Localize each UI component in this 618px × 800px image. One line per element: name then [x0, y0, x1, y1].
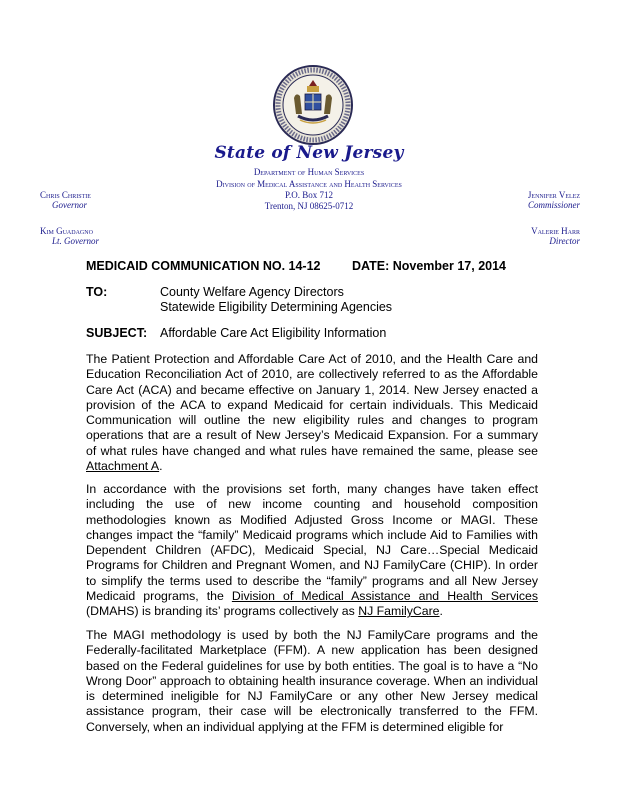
- nj-familycare-link[interactable]: NJ FamilyCare: [358, 604, 440, 619]
- city-address: Trenton, NJ 08625-0712: [264, 201, 354, 211]
- paragraph-2-end: .: [439, 604, 443, 619]
- subject-label: SUBJECT:: [86, 326, 148, 340]
- state-seal-icon: [272, 64, 354, 146]
- department-line: Department of Human Services: [253, 167, 365, 177]
- paragraph-1-text: The Patient Protection and Affordable Care Act of 2010, and the Health Care and Education Reconciliation Act of 2010, are collectively referred to as the Affordable Care Act (ACA) and became effective on January 1, 2014. New Jersey enacted a provision of the ACA to expand Medicaid for certain individuals. This Medicaid Communication will outline the new eligibility rules and changes to program operations that are a result of New Jersey’s Medicaid Expansion. For a summary of what rules have changed and what rules have remained the same, please see: [86, 352, 538, 458]
- paragraph-3: The MAGI methodology is used by both the NJ FamilyCare programs and the Federally-facilitated Marketplace (FFM). A new application has been designed based on the Federal guidelines for use by both entities. The goal is to have a “No Wrong Door” approach to obtaining health insurance coverage. When an individual is determined ineligible for NJ FamilyCare or any other New Jersey medical assistance program, their case will be electronically transferred to the FFM. Conversely, when an individual applying at the FFM is determined eligible for: [86, 628, 538, 734]
- dmahs-link[interactable]: Division of Medical Assistance and Health Services: [231, 589, 538, 604]
- commissioner-name: Jennifer Velez: [527, 190, 580, 200]
- communication-number: MEDICAID COMMUNICATION NO. 14-12: [86, 259, 321, 273]
- director-title: Director: [549, 236, 580, 246]
- lt-governor-title: Lt. Governor: [52, 236, 99, 246]
- paragraph-1: [86, 352, 538, 474]
- paragraph-2-text: In accordance with the provisions set forth, many changes have taken effect including the use of new income counting and household composition methodologies known as Modified Adjusted Gross Income or MAGI. These changes impact the “family” Medicaid programs which include Aid to Families with Dependent Children (AFDC), Medicaid Special, NJ Care…Special Medicaid Programs for Children and Pregnant Women, and NJ FamilyCare (CHIP). In order to simplify the terms used to describe the “family” programs and all New Jersey Medicaid programs, the: [86, 482, 538, 604]
- lt-governor-name: Kim Guadagno: [40, 226, 93, 236]
- paragraph-2: [86, 482, 538, 620]
- po-box: P.O. Box 712: [284, 190, 333, 200]
- subject-value: Affordable Care Act Eligibility Information: [160, 326, 387, 340]
- to-recipient-2: Statewide Eligibility Determining Agencies: [160, 300, 393, 314]
- lt-governor-block: [40, 226, 99, 246]
- governor-name: Chris Christie: [40, 190, 91, 200]
- to-label: TO:: [86, 285, 108, 299]
- attachment-a-link[interactable]: Attachment A: [86, 459, 160, 474]
- commissioner-title: Commissioner: [527, 200, 580, 210]
- governor-title: Governor: [52, 200, 87, 210]
- paragraph-1-end: .: [159, 459, 163, 474]
- state-title: State of New Jersey: [214, 143, 404, 163]
- memo-date: DATE: November 17, 2014: [352, 259, 506, 273]
- director-block: [531, 226, 580, 246]
- division-line: Division of Medical Assistance and Health Services: [216, 179, 402, 189]
- director-name: Valerie Harr: [531, 226, 580, 236]
- governor-block: [40, 190, 91, 210]
- paragraph-2-mid: (DMAHS) is branding its’ programs collectively as: [86, 604, 359, 619]
- to-recipient-1: County Welfare Agency Directors: [160, 285, 344, 299]
- commissioner-block: [528, 190, 580, 210]
